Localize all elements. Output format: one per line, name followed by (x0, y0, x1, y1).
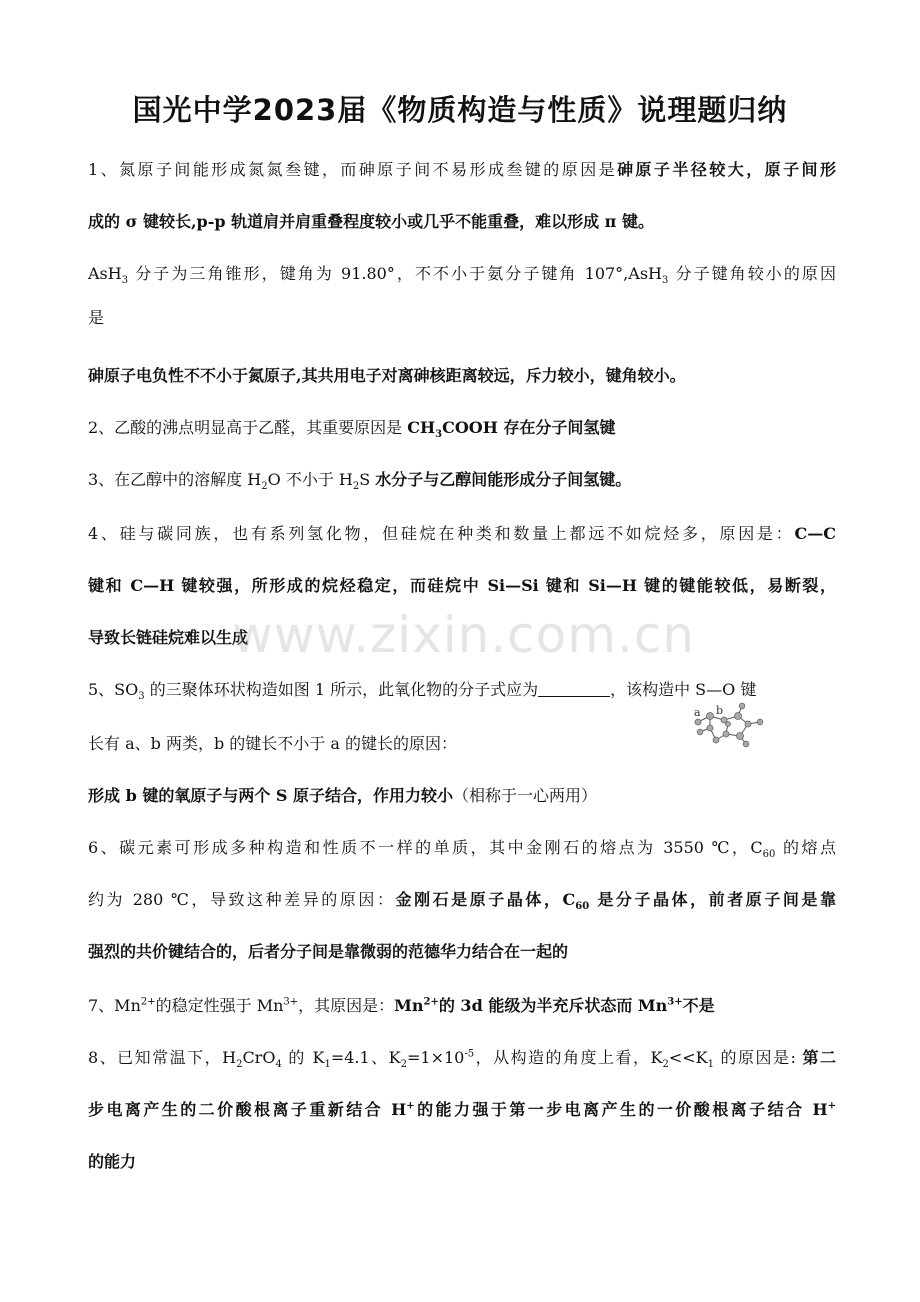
q8-k1-value: =4.1、K (330, 1048, 401, 1067)
q6-line-2 (88, 888, 836, 912)
q2-question: 2、乙酸的沸点明显高于乙醛，其重要原因是 (88, 418, 408, 437)
q1-answer-cont: 成的 σ 键较长,p-p 轨道肩并肩重叠程度较小或几乎不能重叠，难以形成 π 键。 (88, 212, 654, 231)
q8-k: 的 K (281, 1048, 325, 1067)
q3-sub-1: 2 (261, 481, 268, 493)
q4-line-3 (88, 626, 836, 650)
q8-compare: <<K (668, 1048, 708, 1067)
q5-sub: 3 (138, 691, 145, 703)
q6-diamond: 金刚石是原子晶体，C (395, 890, 576, 909)
q4-answer-cont: 键和 C—H 键较强，所形成的烷烃稳定，而硅烷中 Si—Si 键和 Si—H 键的键能较低，易断裂， (88, 576, 836, 595)
q2-sub: 3 (435, 429, 443, 441)
q5-line-1 (88, 678, 836, 702)
q1-ash3-a: AsH (88, 264, 122, 283)
q5-bond-question: 长有 a、b 两类，b 的键长不小于 a 的键长的原因： (88, 734, 457, 753)
q6-line-1 (88, 836, 836, 860)
q1-line-1 (88, 158, 836, 182)
q8-k2-value: =1×10 (406, 1048, 465, 1067)
q7-stability: 的稳定性强于 Mn (155, 996, 284, 1015)
q8-structure: ，从构造的角度上看，K (474, 1048, 663, 1067)
q6-question: 6、碳元素可形成多种构造和性质不一样的单质，其中金刚石的熔点为 3550 ℃，C (88, 838, 763, 857)
q1-question-text: 1、氮原子间能形成氮氮叁键，而砷原子间不易形成叁键的原因是 (88, 160, 618, 179)
q6-question-cont: 的熔点 (775, 838, 836, 857)
q6-sub-2: 60 (575, 901, 590, 913)
q2-line (88, 416, 836, 440)
q8-sub-4: 2 (400, 1059, 407, 1071)
q7-ans-sup-2: 3+ (667, 996, 683, 1008)
q7-ans-mn: Mn (394, 996, 424, 1015)
figure-label-b: b (716, 704, 724, 717)
so3-trimer-figure (690, 700, 770, 748)
q3-b: O 不小于 H (267, 470, 353, 489)
q1-ash3-c: 分子键角较小的原因 (668, 264, 836, 283)
q8-answer-cont (88, 1100, 836, 1119)
q7-reason-label: ，其原因是： (298, 996, 395, 1015)
q8-cro: CrO (242, 1048, 276, 1067)
q8-a: 8、已知常温下，H (88, 1048, 237, 1067)
q1-line-5 (88, 364, 836, 388)
q8-ans-sup-2: + (827, 1100, 836, 1112)
q8-sub-5: 2 (662, 1059, 669, 1071)
q8-sub-3: 1 (324, 1059, 331, 1071)
so3-ring-diagram (690, 700, 770, 748)
q8-reason-label: 的原因是: (713, 1048, 803, 1067)
q4-answer-start: C—C (794, 524, 836, 543)
q7-ans-sup-1: 2+ (423, 996, 439, 1008)
q4-line-2 (88, 574, 836, 598)
watermark: www.zixin.com.cn (232, 606, 696, 664)
q8-ans-b: 的能力强于第一步电离产生的一价酸根离子结合 H (414, 1100, 828, 1119)
q6-molecular: 是分子晶体，前者原子间是靠 (589, 890, 836, 909)
q8-line-1 (88, 1046, 836, 1070)
q8-answer-end: 的能力 (88, 1152, 137, 1171)
q8-line-2 (88, 1098, 836, 1122)
q7-sup-1: 2+ (140, 996, 156, 1008)
figure-label-a: a (694, 706, 701, 719)
q1-line-3 (88, 262, 836, 286)
q5-answer-blank[interactable] (538, 680, 610, 697)
q8-answer-start: 第二 (802, 1048, 836, 1067)
q6-reason-label: 约为 280 ℃，导致这种差异的原因： (88, 890, 396, 909)
q6-line-3 (88, 940, 836, 964)
page-title: 国光中学2023届《物质构造与性质》说理题归纳 (132, 93, 788, 127)
q7-line (88, 994, 836, 1018)
q3-a: 3、在乙醇中的溶解度 H (88, 470, 262, 489)
q4-answer-end: 导致长链硅烷难以生成 (88, 628, 249, 647)
q7-sup-2: 3+ (283, 996, 299, 1008)
q7-answer (394, 996, 714, 1015)
q6-answer-end: 强烈的共价键结合的，后者分子间是靠微弱的范德华力结合在一起的 (88, 942, 569, 961)
q6-answer-start (395, 890, 836, 913)
q8-ans-a: 步电离产生的二价酸根离子重新结合 H (88, 1100, 407, 1119)
q1-line-4 (88, 306, 836, 330)
q5-answer: 形成 b 键的氧原子与两个 S 原子结合，作用力较小 (88, 786, 454, 805)
q8-sub-2: 4 (275, 1059, 282, 1071)
q4-question: 4、硅与碳同族，也有系列氢化物，但硅烷在种类和数量上都远不如烷烃多，原因是： (88, 524, 795, 543)
q1-answer-start: 砷原子半径较大，原子间形 (617, 160, 836, 179)
q3-sub-2: 2 (352, 481, 360, 493)
q1-sub-2: 3 (661, 275, 669, 287)
q2-answer (407, 418, 616, 441)
q3-answer: 水分子与乙醇间能形成分子间氢键。 (375, 470, 632, 489)
q3-line (88, 468, 836, 492)
q5-line-3 (88, 784, 836, 808)
q5-note: （相称于一心两用） (453, 786, 598, 805)
q8-sub-1: 2 (236, 1059, 243, 1071)
q5-question: 的三聚体环状构造如图 1 所示，此氧化物的分子式应为 (144, 680, 539, 699)
q8-sup-1: -5 (464, 1048, 475, 1060)
q1-line-2 (88, 210, 836, 234)
q2-ch: CH (407, 418, 436, 437)
q5-so: 5、SO (88, 680, 139, 699)
q1-sub-1: 3 (121, 275, 129, 287)
q1-answer-2: 砷原子电负性不不小于氮原子,其共用电子对离砷核距离较远，斥力较小，键角较小。 (88, 366, 686, 385)
q8-sub-6: 1 (707, 1059, 714, 1071)
q4-line-1 (88, 522, 836, 546)
q1-ash3-b: 分子为三角锥形，键角为 91.80°，不不小于氨分子键角 107°,AsH (128, 264, 662, 283)
q7-ans-3d: 的 3d 能级为半充斥状态而 Mn (438, 996, 668, 1015)
q8-ans-sup-1: + (406, 1100, 415, 1112)
q5-question-cont: ，该构造中 S—O 键 (610, 680, 757, 699)
q7-ans-end: 不是 (682, 996, 715, 1015)
q1-shi: 是 (88, 308, 105, 327)
q8-line-3 (88, 1150, 836, 1174)
q2-cooh: COOH 存在分子间氢键 (442, 418, 616, 437)
q6-sub-1: 60 (762, 849, 776, 861)
q3-c: S (359, 470, 376, 489)
q7-mn: 7、Mn (88, 996, 141, 1015)
